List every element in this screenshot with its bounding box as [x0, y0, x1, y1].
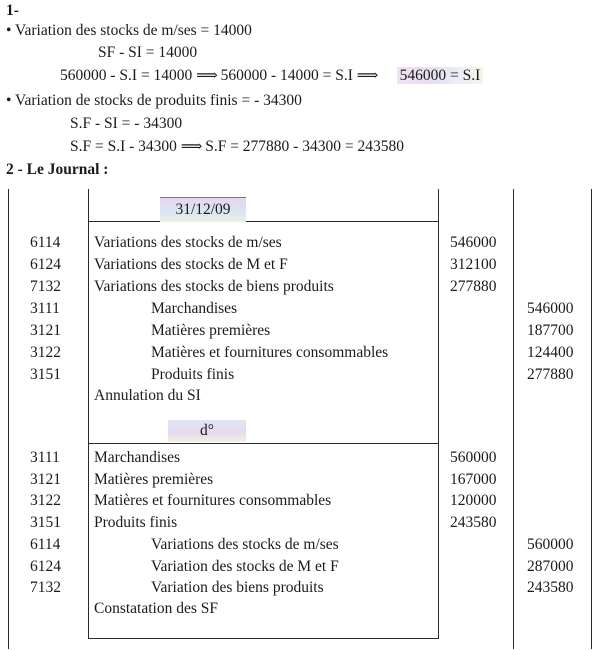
credit-amount: 124400 — [527, 344, 574, 361]
credit-amount: 277880 — [527, 366, 574, 383]
debit-amount: 167000 — [450, 470, 497, 488]
calc-line-3-result: 546000 = S.I — [397, 67, 484, 84]
calc-line-4: • Variation de stocks de produits finis = - 34300 — [6, 92, 302, 109]
account-label: Variations des stocks de m/ses — [94, 234, 282, 251]
journal-row — [0, 577, 600, 599]
account-label: Produits finis — [94, 514, 178, 532]
calc-line-6-left: S.F = S.I - 34300 — [70, 138, 177, 155]
account-label: Marchandises — [94, 449, 181, 466]
entry-2-date: d° — [168, 420, 246, 442]
account-label: Variations des stocks de biens produits — [94, 278, 334, 295]
account-number: 3111 — [30, 300, 60, 317]
account-number: 3121 — [30, 470, 61, 488]
account-number: 7132 — [30, 278, 61, 295]
credit-amount: 187700 — [527, 322, 574, 339]
account-label: Produits finis — [151, 366, 235, 383]
account-label: Matières et fournitures consommables — [94, 492, 332, 510]
implies-arrow-icon: ⟹ — [180, 139, 202, 155]
entry-1-note-row — [0, 385, 600, 407]
journal-row — [0, 364, 600, 386]
calc-line-3 — [60, 66, 483, 85]
account-label: Matières premières — [151, 322, 271, 339]
account-number: 7132 — [30, 579, 61, 597]
credit-amount: 560000 — [527, 535, 574, 553]
credit-amount: 243580 — [527, 579, 574, 597]
entry-1-date: 31/12/09 — [160, 197, 246, 222]
entry-2-note-row — [0, 598, 600, 620]
journal-row — [0, 320, 600, 342]
account-label: Variations des stocks de m/ses — [151, 535, 339, 553]
journal-row — [0, 534, 600, 556]
account-label: Variations des stocks de M et F — [94, 256, 288, 273]
account-label: Matières et fournitures consommables — [151, 344, 389, 361]
journal-row — [0, 342, 600, 364]
journal-row — [0, 447, 600, 469]
debit-amount: 546000 — [450, 234, 497, 251]
section-1-heading: 1- — [6, 2, 19, 19]
account-number: 3111 — [30, 449, 60, 466]
implies-arrow-icon: ⟹ — [356, 68, 378, 84]
entry-1-note: Annulation du SI — [94, 387, 201, 404]
journal-row — [0, 512, 600, 534]
account-number: 3121 — [30, 322, 61, 339]
account-number: 6114 — [30, 234, 61, 251]
entry-2-note: Constatation des SF — [94, 600, 219, 617]
journal-row — [0, 298, 600, 320]
calc-line-1: • Variation des stocks de m/ses = 14000 — [6, 22, 252, 39]
journal-row — [0, 490, 600, 512]
journal-row — [0, 469, 600, 491]
credit-amount: 546000 — [527, 300, 574, 317]
account-number: 3151 — [30, 514, 61, 532]
account-number: 3151 — [30, 366, 61, 383]
calc-line-2: SF - SI = 14000 — [98, 44, 198, 61]
section-2-heading: 2 - Le Journal : — [6, 161, 109, 178]
calc-line-6 — [70, 137, 404, 156]
journal-row — [0, 276, 600, 298]
entry-1-separator — [88, 221, 439, 222]
entry-2-separator — [88, 443, 439, 444]
account-number: 3122 — [30, 344, 61, 361]
journal-bottom-line — [88, 638, 439, 639]
debit-amount: 243580 — [450, 514, 497, 532]
journal-row — [0, 232, 600, 254]
account-label: Marchandises — [151, 300, 238, 317]
calc-line-6-right: S.F = 277880 - 34300 = 243580 — [205, 138, 404, 155]
debit-amount: 560000 — [450, 449, 497, 466]
account-label: Matières premières — [94, 470, 214, 488]
account-number: 3122 — [30, 492, 61, 510]
implies-arrow-icon: ⟹ — [196, 68, 217, 84]
debit-amount: 312100 — [450, 256, 497, 273]
account-number: 6114 — [30, 535, 61, 553]
account-label: Variation des biens produits — [151, 579, 324, 597]
journal-row — [0, 254, 600, 276]
debit-amount: 120000 — [450, 492, 497, 510]
calc-line-5: S.F - SI = - 34300 — [70, 115, 183, 132]
calc-line-3-mid: 560000 - 14000 = S.I — [220, 67, 353, 84]
account-number: 6124 — [30, 256, 61, 273]
journal-row — [0, 556, 600, 578]
credit-amount: 287000 — [527, 557, 574, 575]
calc-line-3-left: 560000 - S.I = 14000 — [60, 67, 193, 84]
account-label: Variation des stocks de M et F — [151, 557, 339, 575]
account-number: 6124 — [30, 557, 61, 575]
debit-amount: 277880 — [450, 278, 497, 295]
